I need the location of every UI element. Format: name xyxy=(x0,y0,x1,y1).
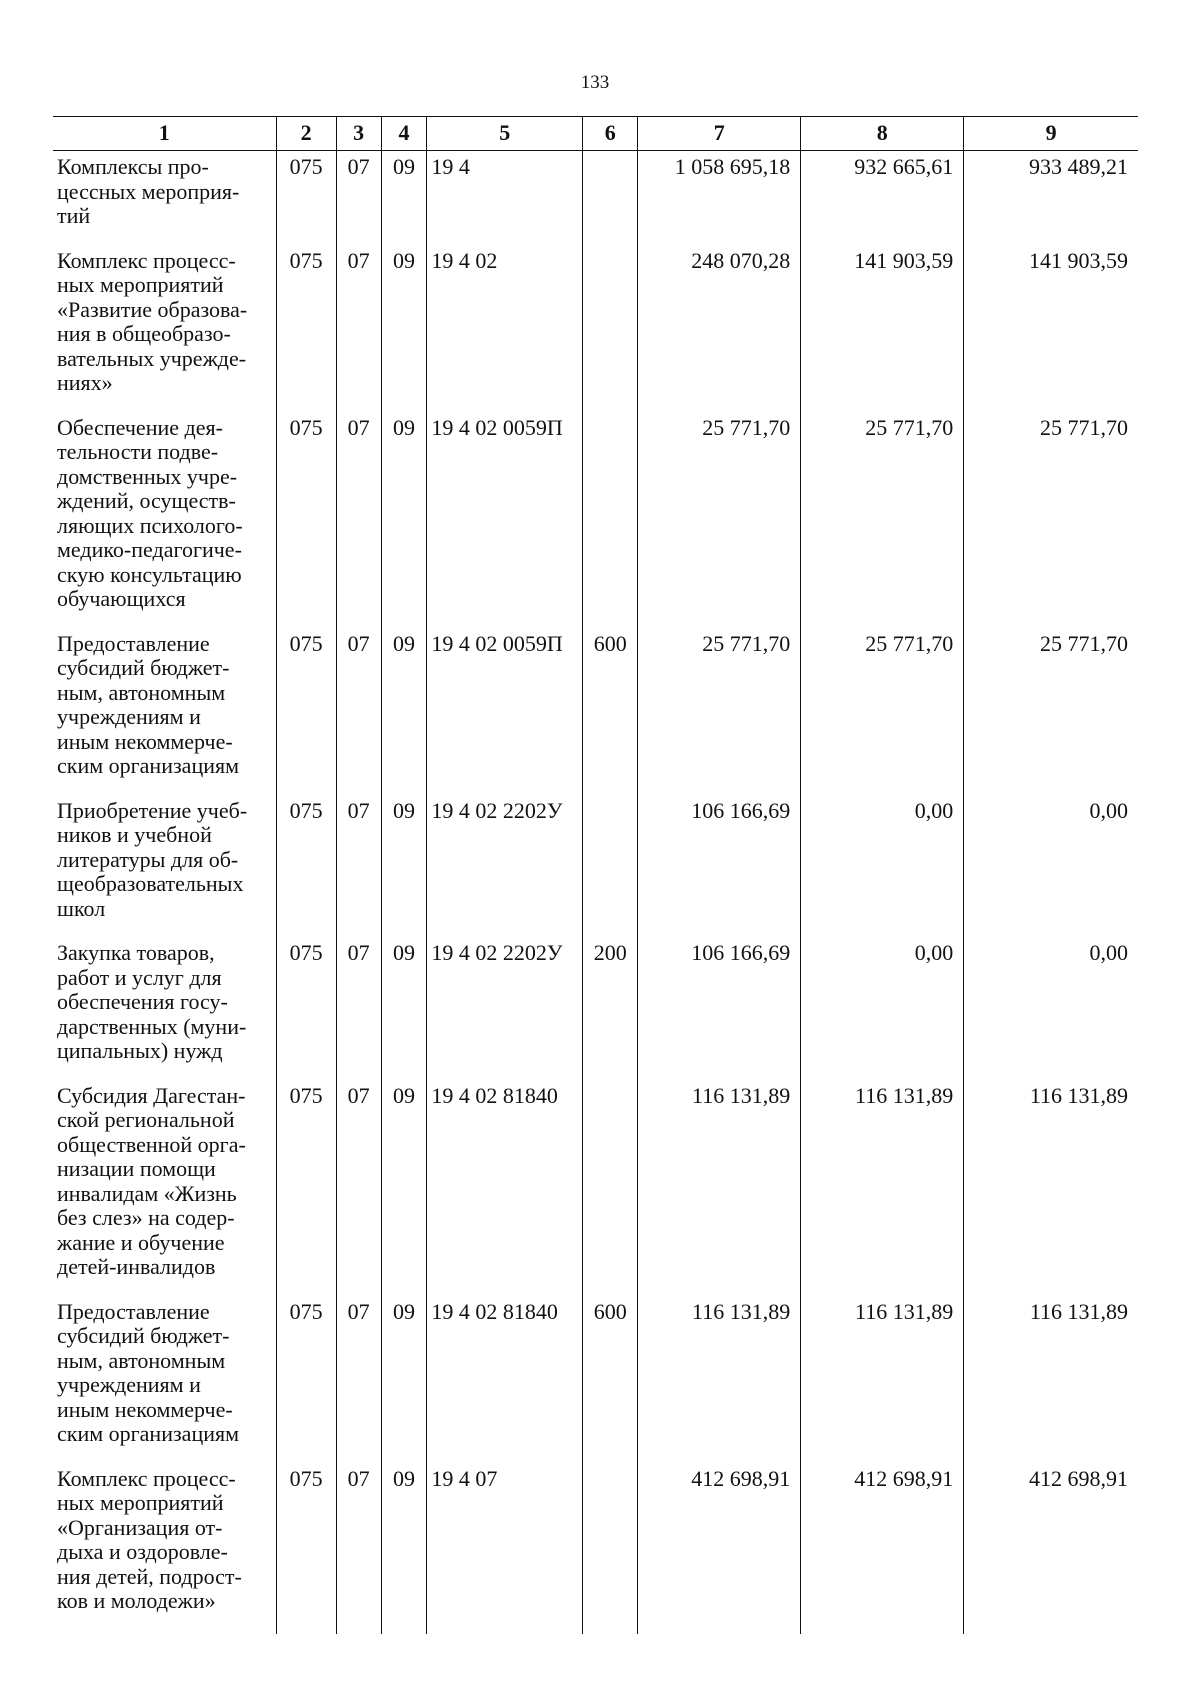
column-header: 9 xyxy=(964,117,1138,151)
cell-amount-col7: 1 058 695,18 xyxy=(638,151,801,249)
cell-expense-type xyxy=(583,1467,638,1634)
column-header: 2 xyxy=(276,117,336,151)
cell-name: Закупка товаров, работ и услуг для обеспечения госу- дарственных (муни- ципальных) нужд xyxy=(57,940,247,1063)
cell-amount-col7: 25 771,70 xyxy=(638,632,801,799)
cell-amount-col8: 932 665,61 xyxy=(801,151,964,249)
cell-amount-col8: 0,00 xyxy=(801,941,964,1084)
cell-subsection: 09 xyxy=(381,799,427,942)
cell-ministry-code: 075 xyxy=(276,1300,336,1467)
cell-subsection: 09 xyxy=(381,249,427,416)
cell-section: 07 xyxy=(336,151,381,249)
cell-ministry-code: 075 xyxy=(276,1467,336,1634)
cell-section: 07 xyxy=(336,416,381,632)
cell-target-article: 19 4 02 81840 xyxy=(427,1300,583,1467)
cell-amount-col7: 248 070,28 xyxy=(638,249,801,416)
cell-section: 07 xyxy=(336,1084,381,1300)
cell-target-article: 19 4 02 0059П xyxy=(427,632,583,799)
table-row xyxy=(53,941,1138,1084)
column-header: 4 xyxy=(381,117,427,151)
cell-amount-col9: 25 771,70 xyxy=(964,416,1138,632)
cell-amount-col7: 106 166,69 xyxy=(638,799,801,942)
table-row xyxy=(53,249,1138,416)
table-row xyxy=(53,151,1138,249)
cell-target-article: 19 4 02 0059П xyxy=(427,416,583,632)
cell-ministry-code: 075 xyxy=(276,1084,336,1300)
cell-ministry-code: 075 xyxy=(276,151,336,249)
cell-subsection: 09 xyxy=(381,416,427,632)
cell-amount-col8: 0,00 xyxy=(801,799,964,942)
cell-amount-col7: 116 131,89 xyxy=(638,1084,801,1300)
cell-amount-col9: 412 698,91 xyxy=(964,1467,1138,1634)
cell-name: Предоставление субсидий бюджет- ным, автономным учреждениям и иным некоммерче- ским организациям xyxy=(57,630,240,778)
cell-expense-type: 600 xyxy=(583,632,638,799)
cell-amount-col8: 116 131,89 xyxy=(801,1300,964,1467)
column-header: 1 xyxy=(53,117,276,151)
cell-ministry-code: 075 xyxy=(276,632,336,799)
cell-section: 07 xyxy=(336,1467,381,1634)
cell-target-article: 19 4 02 xyxy=(427,249,583,416)
page-number: 133 xyxy=(580,72,610,93)
table-row xyxy=(53,1300,1138,1467)
cell-amount-col9: 0,00 xyxy=(964,799,1138,942)
cell-amount-col7: 25 771,70 xyxy=(638,416,801,632)
cell-expense-type xyxy=(583,249,638,416)
table-row xyxy=(53,1467,1138,1634)
cell-amount-col9: 116 131,89 xyxy=(964,1300,1138,1467)
cell-expense-type xyxy=(583,416,638,632)
cell-section: 07 xyxy=(336,799,381,942)
cell-target-article: 19 4 02 81840 xyxy=(427,1084,583,1300)
column-header: 8 xyxy=(801,117,964,151)
column-header: 5 xyxy=(427,117,583,151)
cell-amount-col9: 25 771,70 xyxy=(964,632,1138,799)
cell-expense-type: 200 xyxy=(583,941,638,1084)
cell-target-article: 19 4 xyxy=(427,151,583,249)
cell-name: Комплекс процесс- ных мероприятий «Развитие образова- ния в общеобразо- вательных учрежде- ниях» xyxy=(57,247,248,395)
cell-name: Комплекс процесс- ных мероприятий «Организация от- дыха и оздоровле- ния детей, подрост- ков и молодежи» xyxy=(57,1465,242,1613)
budget-table xyxy=(53,116,1138,1634)
cell-amount-col9: 116 131,89 xyxy=(964,1084,1138,1300)
cell-amount-col9: 933 489,21 xyxy=(964,151,1138,249)
cell-subsection: 09 xyxy=(381,1300,427,1467)
cell-ministry-code: 075 xyxy=(276,416,336,632)
cell-section: 07 xyxy=(336,1300,381,1467)
cell-amount-col8: 25 771,70 xyxy=(801,416,964,632)
cell-name: Комплексы про- цессных мероприя- тий xyxy=(57,154,240,228)
table-header xyxy=(53,117,1138,151)
cell-target-article: 19 4 02 2202У xyxy=(427,799,583,942)
cell-ministry-code: 075 xyxy=(276,941,336,1084)
cell-subsection: 09 xyxy=(381,1467,427,1634)
header-row xyxy=(53,117,1138,151)
cell-subsection: 09 xyxy=(381,1084,427,1300)
cell-amount-col8: 25 771,70 xyxy=(801,632,964,799)
cell-amount-col8: 412 698,91 xyxy=(801,1467,964,1634)
column-header: 6 xyxy=(583,117,638,151)
cell-section: 07 xyxy=(336,941,381,1084)
table-body xyxy=(53,151,1138,1634)
table-row xyxy=(53,1084,1138,1300)
cell-target-article: 19 4 02 2202У xyxy=(427,941,583,1084)
column-header: 3 xyxy=(336,117,381,151)
cell-subsection: 09 xyxy=(381,151,427,249)
cell-section: 07 xyxy=(336,632,381,799)
cell-amount-col8: 141 903,59 xyxy=(801,249,964,416)
cell-amount-col9: 141 903,59 xyxy=(964,249,1138,416)
cell-expense-type xyxy=(583,1084,638,1300)
cell-target-article: 19 4 07 xyxy=(427,1467,583,1634)
cell-section: 07 xyxy=(336,249,381,416)
cell-subsection: 09 xyxy=(381,941,427,1084)
cell-amount-col7: 116 131,89 xyxy=(638,1300,801,1467)
table-row xyxy=(53,416,1138,632)
cell-subsection: 09 xyxy=(381,632,427,799)
cell-amount-col7: 412 698,91 xyxy=(638,1467,801,1634)
cell-expense-type xyxy=(583,151,638,249)
cell-amount-col9: 0,00 xyxy=(964,941,1138,1084)
column-header: 7 xyxy=(638,117,801,151)
cell-amount-col8: 116 131,89 xyxy=(801,1084,964,1300)
cell-name: Приобретение учеб- ников и учебной литературы для об- щеобразовательных школ xyxy=(57,797,248,921)
cell-name: Предоставление субсидий бюджет- ным, автономным учреждениям и иным некоммерче- ским организациям xyxy=(57,1298,240,1446)
cell-ministry-code: 075 xyxy=(276,249,336,416)
cell-expense-type xyxy=(583,799,638,942)
cell-ministry-code: 075 xyxy=(276,799,336,942)
table-row xyxy=(53,799,1138,942)
table-row xyxy=(53,632,1138,799)
cell-amount-col7: 106 166,69 xyxy=(638,941,801,1084)
cell-name: Обеспечение дея- тельности подве- домственных учре- ждений, осуществ- ляющих психолого- медико-педагогиче- скую консультацию обучающихся xyxy=(57,414,243,611)
budget-table-container xyxy=(53,116,1138,1634)
cell-expense-type: 600 xyxy=(583,1300,638,1467)
cell-name: Субсидия Дагестан- ской региональной общественной орга- низации помощи инвалидам «Жизнь без слез» на содер- жание и обучение детей-инвалидов xyxy=(57,1082,246,1279)
